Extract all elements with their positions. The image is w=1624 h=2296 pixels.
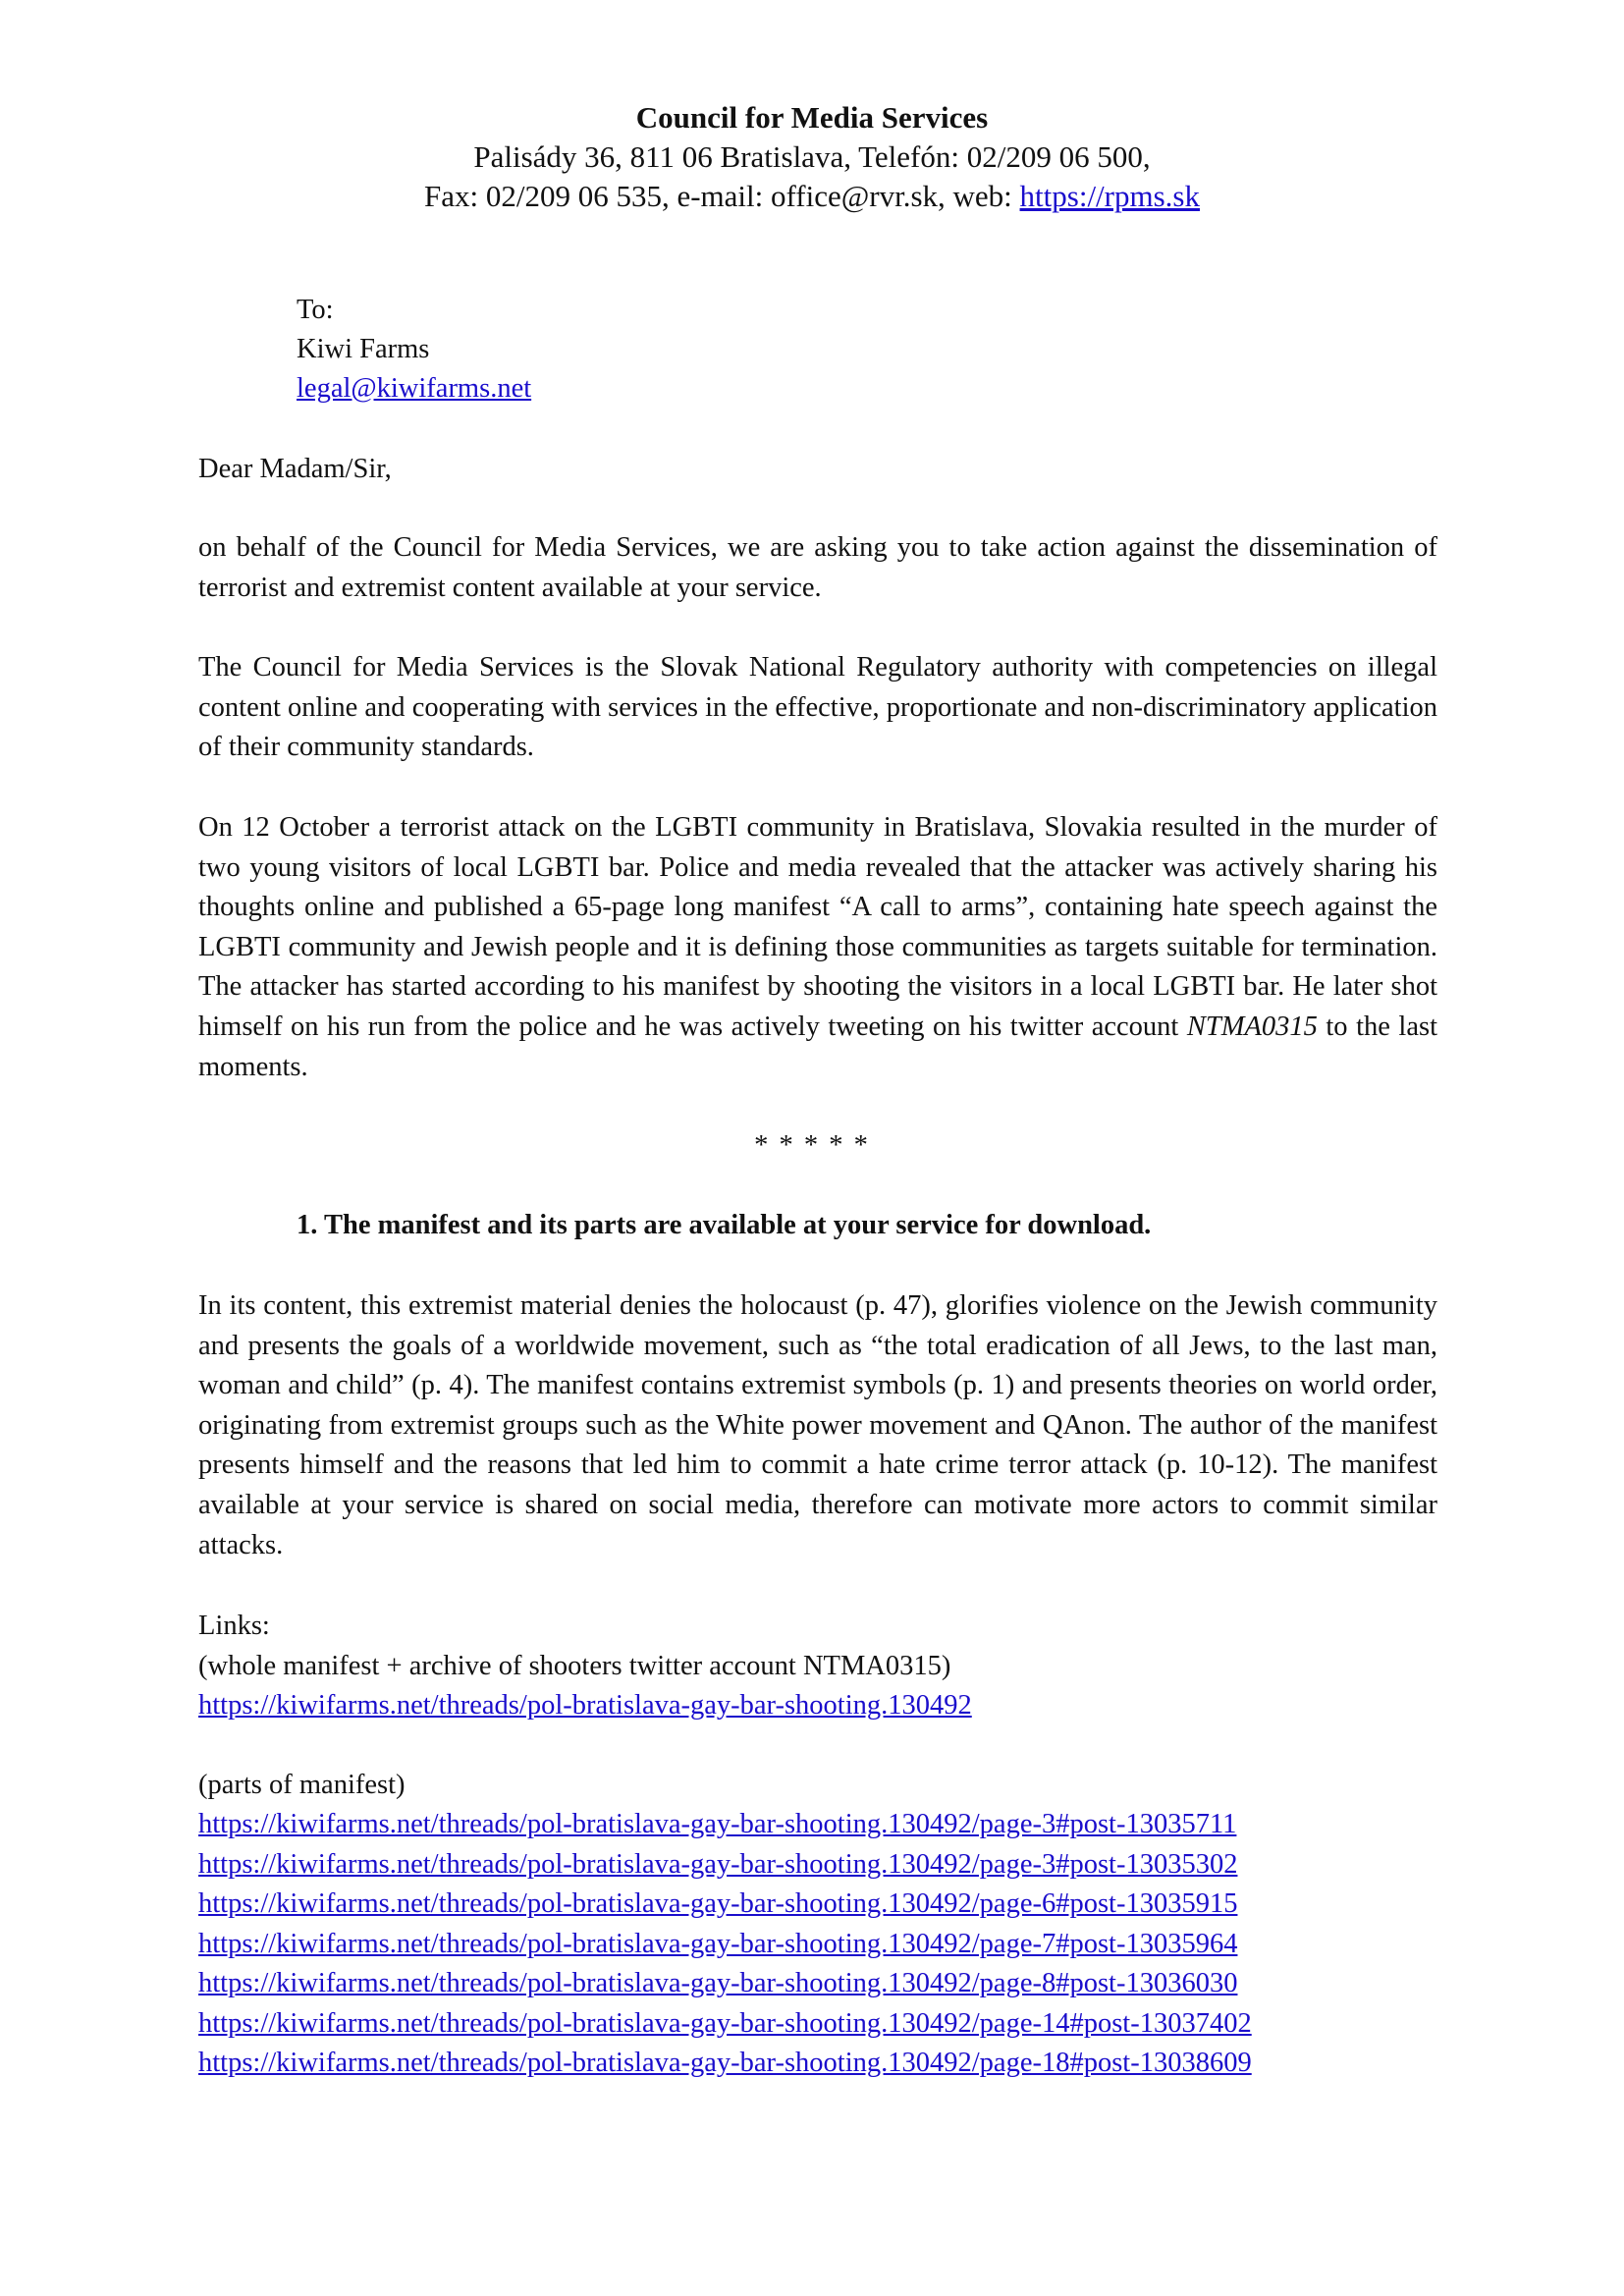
website-link[interactable]: https://rpms.sk (1019, 179, 1200, 213)
recipient-block (297, 291, 531, 409)
manifest-part-link[interactable]: https://kiwifarms.net/threads/pol-bratislava-gay-bar-shooting.130492/page-7#post-13035964 (198, 1928, 1238, 1959)
spacer (198, 1726, 1252, 1766)
whole-manifest-caption: (whole manifest + archive of shooters twitter account NTMA0315) (198, 1650, 951, 1681)
incident-text-after: to the last moments. (198, 1011, 1437, 1082)
org-name: Council for Media Services (635, 100, 989, 135)
incident-text-before: On 12 October a terrorist attack on the LGBTI community in Bratislava, Slovakia resulted in the murder of two young visitors of local LGBTI bar. Police and media revealed that the attacker was actively sharing his thoughts online and published a 65-page long manifest “A call to arms”, containing hate speech against the LGBTI community and Jewish people and it is defining those communities as targets suitable for termination. The attacker has started according to his manifest by shooting the visitors in a local LGBTI bar. He later shot himself on his run from the police and he was actively tweeting on his twitter account (198, 812, 1437, 1042)
contact-prefix: Fax: 02/209 06 535, e-mail: office@rvr.sk, web: (424, 179, 1020, 213)
to-label: To: (297, 295, 334, 325)
links-label: Links: (198, 1611, 270, 1641)
letterhead (0, 98, 1624, 216)
manifest-part-link[interactable]: https://kiwifarms.net/threads/pol-bratislava-gay-bar-shooting.130492/page-8#post-13036030 (198, 1968, 1238, 1998)
manifest-paragraph: In its content, this extremist material denies the holocaust (p. 47), glorifies violence on the Jewish community and presents the goals of a worldwide movement, such as “the total eradication of all Jews, to the last man, woman and child” (p. 4). The manifest contains extremist symbols (p. 1) and presents theories on world order, originating from extremist groups such as the White power movement and QAnon. The author of the manifest presents himself and the reasons that led him to commit a hate crime terror attack (p. 10-12). The manifest available at your service is shared on social media, therefore can motivate more actors to commit similar attacks. (198, 1290, 1437, 1560)
authority-paragraph: The Council for Media Services is the Slovak National Regulatory authority with competencies on illegal content online and cooperating with services in the effective, proportionate and non-discriminatory application of their community standards. (198, 652, 1437, 763)
section-1-heading: 1. The manifest and its parts are available at your service for download. (297, 1210, 1152, 1240)
parts-caption: (parts of manifest) (198, 1769, 406, 1800)
recipient-name: Kiwi Farms (297, 334, 430, 364)
manifest-part-link[interactable]: https://kiwifarms.net/threads/pol-bratislava-gay-bar-shooting.130492/page-3#post-13035302 (198, 1848, 1238, 1880)
salutation: Dear Madam/Sir, (198, 454, 392, 484)
manifest-part-link[interactable]: https://kiwifarms.net/threads/pol-bratislava-gay-bar-shooting.130492/page-6#post-13035915 (198, 1888, 1238, 1919)
manifest-part-link[interactable]: https://kiwifarms.net/threads/pol-bratislava-gay-bar-shooting.130492/page-3#post-13035711 (198, 1809, 1237, 1839)
contact-line (0, 177, 1624, 216)
incident-paragraph (198, 808, 1437, 1087)
section-separator: * * * * * (754, 1130, 870, 1161)
intro-paragraph: on behalf of the Council for Media Services, we are asking you to take action against the dissemination of terrorist and extremist content available at your service. (198, 532, 1437, 603)
address-line: Palisády 36, 811 06 Bratislava, Telefón: 02/209 06 500, (473, 139, 1151, 174)
recipient-email-link[interactable]: legal@kiwifarms.net (297, 373, 532, 404)
manifest-part-link[interactable]: https://kiwifarms.net/threads/pol-bratislava-gay-bar-shooting.130492/page-14#post-13037402 (198, 2007, 1252, 2039)
whole-manifest-link[interactable]: https://kiwifarms.net/threads/pol-bratislava-gay-bar-shooting.130492 (198, 1690, 972, 1721)
twitter-account-name: NTMA0315 (1186, 1011, 1318, 1042)
manifest-part-link[interactable]: https://kiwifarms.net/threads/pol-bratislava-gay-bar-shooting.130492/page-18#post-13038609 (198, 2048, 1252, 2078)
links-block (198, 1607, 1252, 2084)
